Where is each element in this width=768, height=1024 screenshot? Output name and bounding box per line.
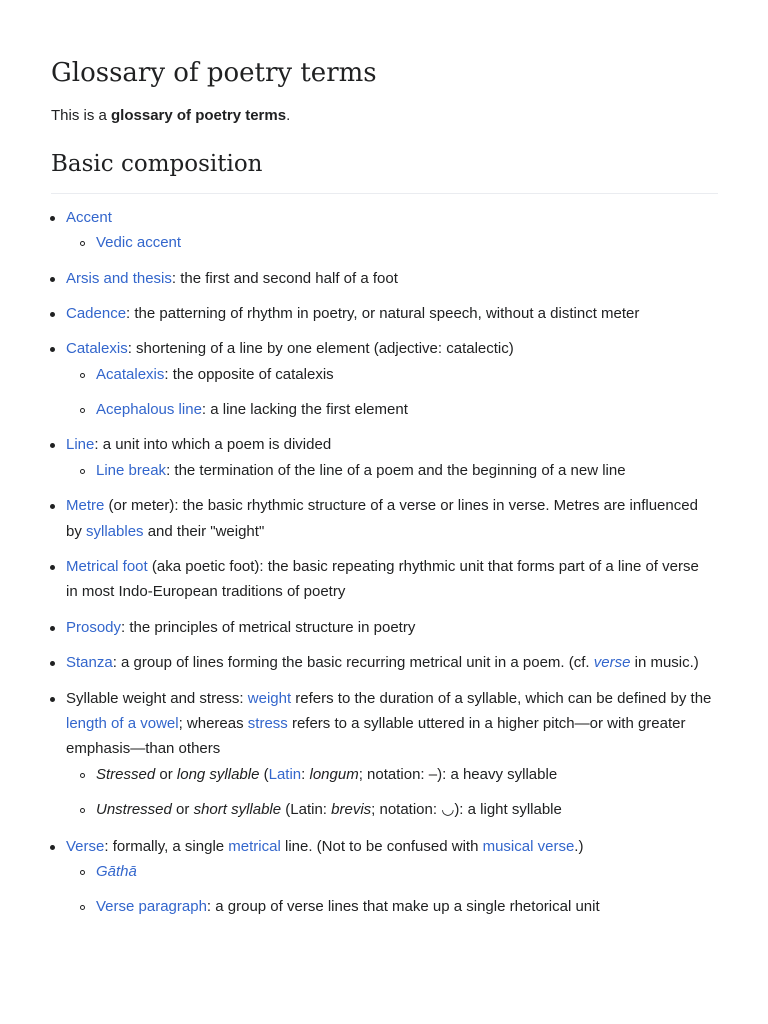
list-item-verse-paragraph <box>96 896 600 918</box>
cadence-definition: : the patterning of rhythm in poetry, or natural speech, without a distinct meter <box>126 305 640 322</box>
heading-divider <box>51 193 718 194</box>
stressed-or: or <box>155 766 177 783</box>
list-item-metre <box>66 495 698 517</box>
longum-term: longum <box>309 766 359 783</box>
list-item-unstressed <box>96 799 562 821</box>
acatalexis-definition: : the opposite of catalexis <box>164 366 334 383</box>
verse-text-2: line. (Not to be confused with <box>280 838 483 855</box>
bullet-icon <box>50 697 55 702</box>
circle-bullet-icon <box>80 408 85 413</box>
circle-bullet-icon <box>80 808 85 813</box>
circle-bullet-icon <box>80 373 85 378</box>
gatha-link[interactable]: Gāthā <box>96 863 137 880</box>
list-item-verse <box>66 836 583 858</box>
bullet-icon <box>50 347 55 352</box>
prosody-link[interactable]: Prosody <box>66 619 122 636</box>
cadence-link[interactable]: Cadence <box>66 305 127 322</box>
list-item-metrical-foot-cont <box>66 581 345 603</box>
list-item-syllable-weight-cont2 <box>66 738 220 760</box>
arsis-link[interactable]: Arsis and thesis <box>66 270 172 287</box>
intro-after: . <box>286 107 291 124</box>
weight-link[interactable]: weight <box>247 690 292 707</box>
list-item-catalexis <box>66 338 514 360</box>
section-heading: Basic composition <box>51 151 263 177</box>
unstressed-end: ): a light syllable <box>454 801 562 818</box>
accent-link[interactable]: Accent <box>66 209 112 226</box>
metrical-foot-link[interactable]: Metrical foot <box>66 558 148 575</box>
line-break-link[interactable]: Line break <box>96 462 167 479</box>
stressed-notation: ; notation: <box>358 766 429 783</box>
metrical-link[interactable]: metrical <box>228 838 281 855</box>
bullet-icon <box>50 565 55 570</box>
list-item-line <box>66 434 331 456</box>
verse-text-3: .) <box>574 838 584 855</box>
stressed-end: ): a heavy syllable <box>437 766 558 783</box>
unstressed-term: Unstressed <box>96 801 172 818</box>
line-link[interactable]: Line <box>66 436 95 453</box>
stanza-definition-end: in music.) <box>630 654 699 671</box>
list-item-stressed <box>96 764 557 786</box>
circle-bullet-icon <box>80 870 85 875</box>
list-item-vedic-accent <box>96 232 181 254</box>
metrical-foot-definition-end: in most Indo-European traditions of poetry <box>66 583 346 600</box>
verse-paragraph-definition: : a group of verse lines that make up a single rhetorical unit <box>206 898 600 915</box>
bullet-icon <box>50 626 55 631</box>
list-item-acephalous <box>96 399 408 421</box>
unstressed-paren: (Latin: <box>281 801 332 818</box>
musical-verse-link[interactable]: musical verse <box>482 838 575 855</box>
circle-bullet-icon <box>80 773 85 778</box>
unstressed-or: or <box>171 801 194 818</box>
stress-link[interactable]: stress <box>247 715 288 732</box>
circle-bullet-icon <box>80 905 85 910</box>
syllable-weight-text-2: ; whereas <box>178 715 248 732</box>
stanza-link[interactable]: Stanza <box>66 654 113 671</box>
bullet-icon <box>50 277 55 282</box>
verse-music-link[interactable]: verse <box>593 654 631 671</box>
list-item-line-break <box>96 460 626 482</box>
syllable-weight-text-1: refers to the duration of a syllable, which can be defined by the <box>291 690 712 707</box>
list-item-syllable-weight-cont <box>66 713 686 735</box>
bullet-icon <box>50 661 55 666</box>
verse-text-1: : formally, a single <box>104 838 229 855</box>
page-title: Glossary of poetry terms <box>51 58 377 88</box>
catalexis-definition: : shortening of a line by one element (adjective: catalectic) <box>127 340 514 357</box>
metre-definition-end: and their "weight" <box>143 523 265 540</box>
line-break-definition: : the termination of the line of a poem and the beginning of a new line <box>166 462 626 479</box>
verse-paragraph-link[interactable]: Verse paragraph <box>96 898 207 915</box>
long-mark-symbol: – <box>428 766 438 783</box>
list-item-stanza <box>66 652 699 674</box>
bullet-icon <box>50 845 55 850</box>
vowel-length-link[interactable]: length of a vowel <box>66 715 179 732</box>
list-item-metre-cont <box>66 521 264 543</box>
bullet-icon <box>50 443 55 448</box>
stressed-colon: : <box>301 766 310 783</box>
prosody-definition: : the principles of metrical structure in poetry <box>121 619 416 636</box>
vedic-accent-link[interactable]: Vedic accent <box>96 234 182 251</box>
brevis-term: brevis <box>331 801 372 818</box>
bullet-icon <box>50 312 55 317</box>
list-item-metrical-foot <box>66 556 699 578</box>
acephalous-definition: : a line lacking the first element <box>201 401 408 418</box>
syllable-weight-lead: Syllable weight and stress: <box>66 690 248 707</box>
long-syllable-term: long syllable <box>176 766 260 783</box>
intro-before: This is a <box>51 107 112 124</box>
catalexis-link[interactable]: Catalexis <box>66 340 128 357</box>
breve-symbol: ◡ <box>441 801 455 818</box>
arsis-definition: : the first and second half of a foot <box>171 270 398 287</box>
intro-text <box>51 104 290 128</box>
metre-link[interactable]: Metre <box>66 497 105 514</box>
acatalexis-link[interactable]: Acatalexis <box>96 366 165 383</box>
list-item-accent <box>66 207 112 229</box>
list-item-gatha <box>96 861 137 883</box>
acephalous-link[interactable]: Acephalous line <box>96 401 202 418</box>
bullet-icon <box>50 216 55 221</box>
line-definition: : a unit into which a poem is divided <box>94 436 332 453</box>
stressed-paren: ( <box>259 766 269 783</box>
stanza-definition: : a group of lines forming the basic recurring metrical unit in a poem. (cf. <box>112 654 594 671</box>
circle-bullet-icon <box>80 469 85 474</box>
circle-bullet-icon <box>80 241 85 246</box>
short-syllable-term: short syllable <box>193 801 282 818</box>
verse-link[interactable]: Verse <box>66 838 105 855</box>
syllable-weight-text-3: refers to a syllable uttered in a higher pitch—or with greater <box>287 715 686 732</box>
stressed-term: Stressed <box>96 766 156 783</box>
syllables-link[interactable]: syllables <box>86 523 144 540</box>
list-item-arsis <box>66 268 398 290</box>
metre-by: by <box>66 523 87 540</box>
intro-bold: glossary of poetry terms <box>111 107 287 124</box>
list-item-acatalexis <box>96 364 334 386</box>
list-item-syllable-weight <box>66 688 711 710</box>
metrical-foot-definition: (aka poetic foot): the basic repeating rhythmic unit that forms part of a line of verse <box>147 558 699 575</box>
list-item-cadence <box>66 303 639 325</box>
syllable-weight-text-4: emphasis—than others <box>66 740 221 757</box>
metre-definition: (or meter): the basic rhythmic structure of a verse or lines in verse. Metres are influenced <box>104 497 698 514</box>
latin-link[interactable]: Latin <box>268 766 302 783</box>
bullet-icon <box>50 504 55 509</box>
unstressed-notation: ; notation: <box>371 801 442 818</box>
list-item-prosody <box>66 617 415 639</box>
